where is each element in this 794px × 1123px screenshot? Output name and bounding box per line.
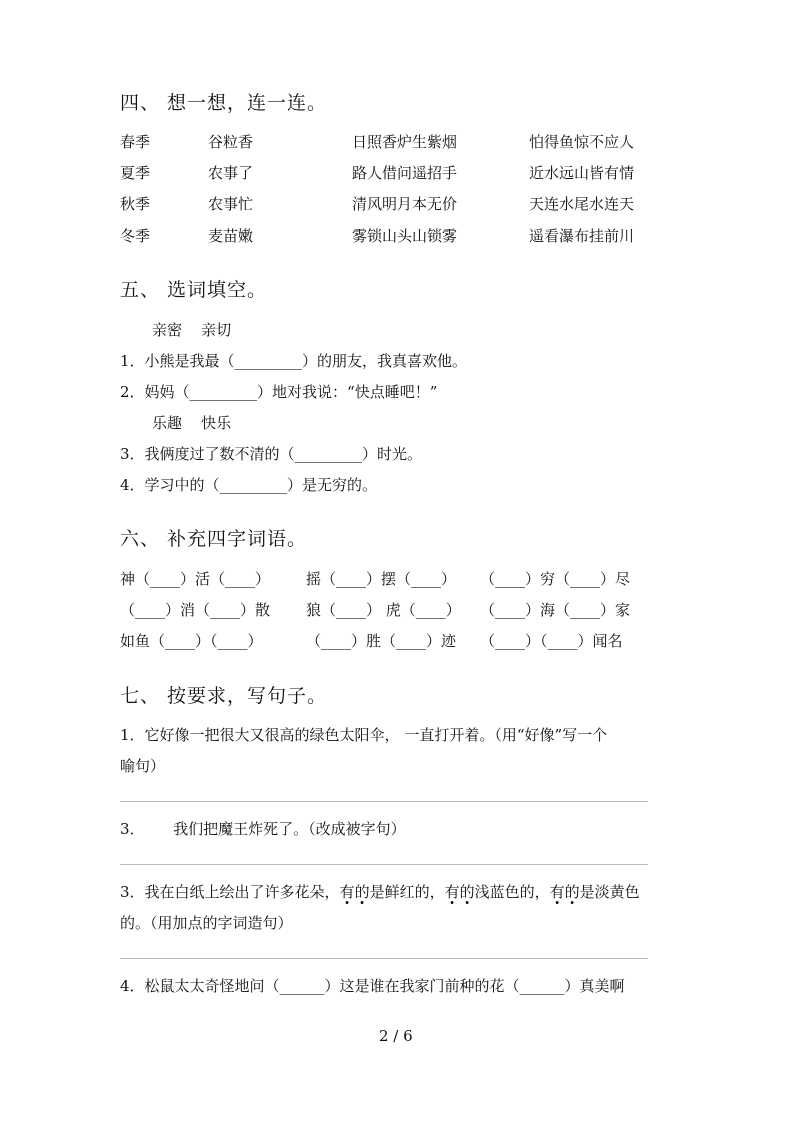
idiom-cell: （____）穷（____）尽 [480, 570, 631, 588]
table-cell: 遥看瀑布挂前川 [529, 227, 635, 245]
dotted-char: 有 [444, 883, 460, 901]
question-line: 2．妈妈（_________）地对我说：“快点睡吧！” [120, 383, 438, 401]
answer-line [120, 801, 648, 802]
table-cell: 路人借问遥招手 [352, 164, 458, 182]
dotted-char: 有 [549, 883, 565, 901]
idiom-cell: （____）（____）闻名 [480, 632, 623, 650]
table-cell: 夏季 [120, 164, 151, 182]
question-line: 1．小熊是我最（_________）的朋友，我真喜欢他。 [120, 352, 468, 370]
dotted-char: 的 [354, 883, 370, 901]
question-line: 4．学习中的（_________）是无穷的。 [120, 476, 378, 494]
table-cell: 农事了 [208, 164, 254, 182]
section-6-title: 六、 补充四字词语。 [120, 528, 308, 550]
text-run: 3．我在白纸上绘出了许多花朵， [120, 883, 340, 901]
question-line: 喻句） [120, 757, 166, 775]
table-cell: 谷粒香 [208, 133, 254, 151]
table-cell: 秋季 [120, 195, 151, 213]
question-line: 1．它好像一把很大又很高的绿色太阳伞， 一直打开着。（用“好像”写一个 [120, 726, 608, 744]
section-5-title: 五、 选词填空。 [120, 279, 268, 301]
answer-line [120, 958, 648, 959]
idiom-cell: 摇（____）摆（____） [306, 570, 457, 588]
table-cell: 近水远山皆有情 [529, 164, 635, 182]
page-number: 2 / 6 [379, 1027, 413, 1045]
idiom-cell: 如鱼（____）（____） [120, 632, 263, 650]
text-run: 是淡黄色 [579, 883, 640, 901]
word-choices-1: 亲密 亲切 [152, 321, 232, 339]
table-cell: 雾锁山头山锁雾 [352, 227, 458, 245]
dotted-char: 的 [459, 883, 475, 901]
word-choices-2: 乐趣 快乐 [152, 414, 232, 432]
table-cell: 清风明月本无价 [352, 195, 458, 213]
question-line: 3． 我们把魔王炸死了。（改成被字句） [120, 820, 406, 838]
question-line: 的。（用加点的字词造句） [120, 914, 293, 932]
text-run: 是鲜红的， [369, 883, 445, 901]
text-run: 浅蓝色的， [474, 883, 550, 901]
idiom-cell: 神（____）活（____） [120, 570, 271, 588]
question-line: 4．松鼠太太奇怪地问（______）这是谁在我家门前种的花（______）真美啊 [120, 977, 625, 995]
table-cell: 麦苗嫩 [208, 227, 254, 245]
table-cell: 农事忙 [208, 195, 254, 213]
table-cell: 冬季 [120, 227, 151, 245]
answer-line [120, 864, 648, 865]
idiom-cell: （____）海（____）家 [480, 601, 631, 619]
section-4-title: 四、 想一想，连一连。 [120, 92, 328, 114]
dotted-char: 有 [339, 883, 355, 901]
table-cell: 春季 [120, 133, 151, 151]
question-line: 3．我俩度过了数不清的（_________）时光。 [120, 445, 423, 463]
idiom-cell: （____）消（____）散 [120, 601, 271, 619]
table-cell: 怕得鱼惊不应人 [529, 133, 635, 151]
table-cell: 天连水尾水连天 [529, 195, 635, 213]
table-cell: 日照香炉生紫烟 [352, 133, 458, 151]
dotted-char: 的 [564, 883, 580, 901]
section-7-title: 七、 按要求，写句子。 [120, 685, 328, 707]
idiom-cell: 狼（____） 虎（____） [306, 601, 461, 619]
question-line [120, 881, 640, 902]
idiom-cell: （____）胜（____）迹 [306, 632, 457, 650]
